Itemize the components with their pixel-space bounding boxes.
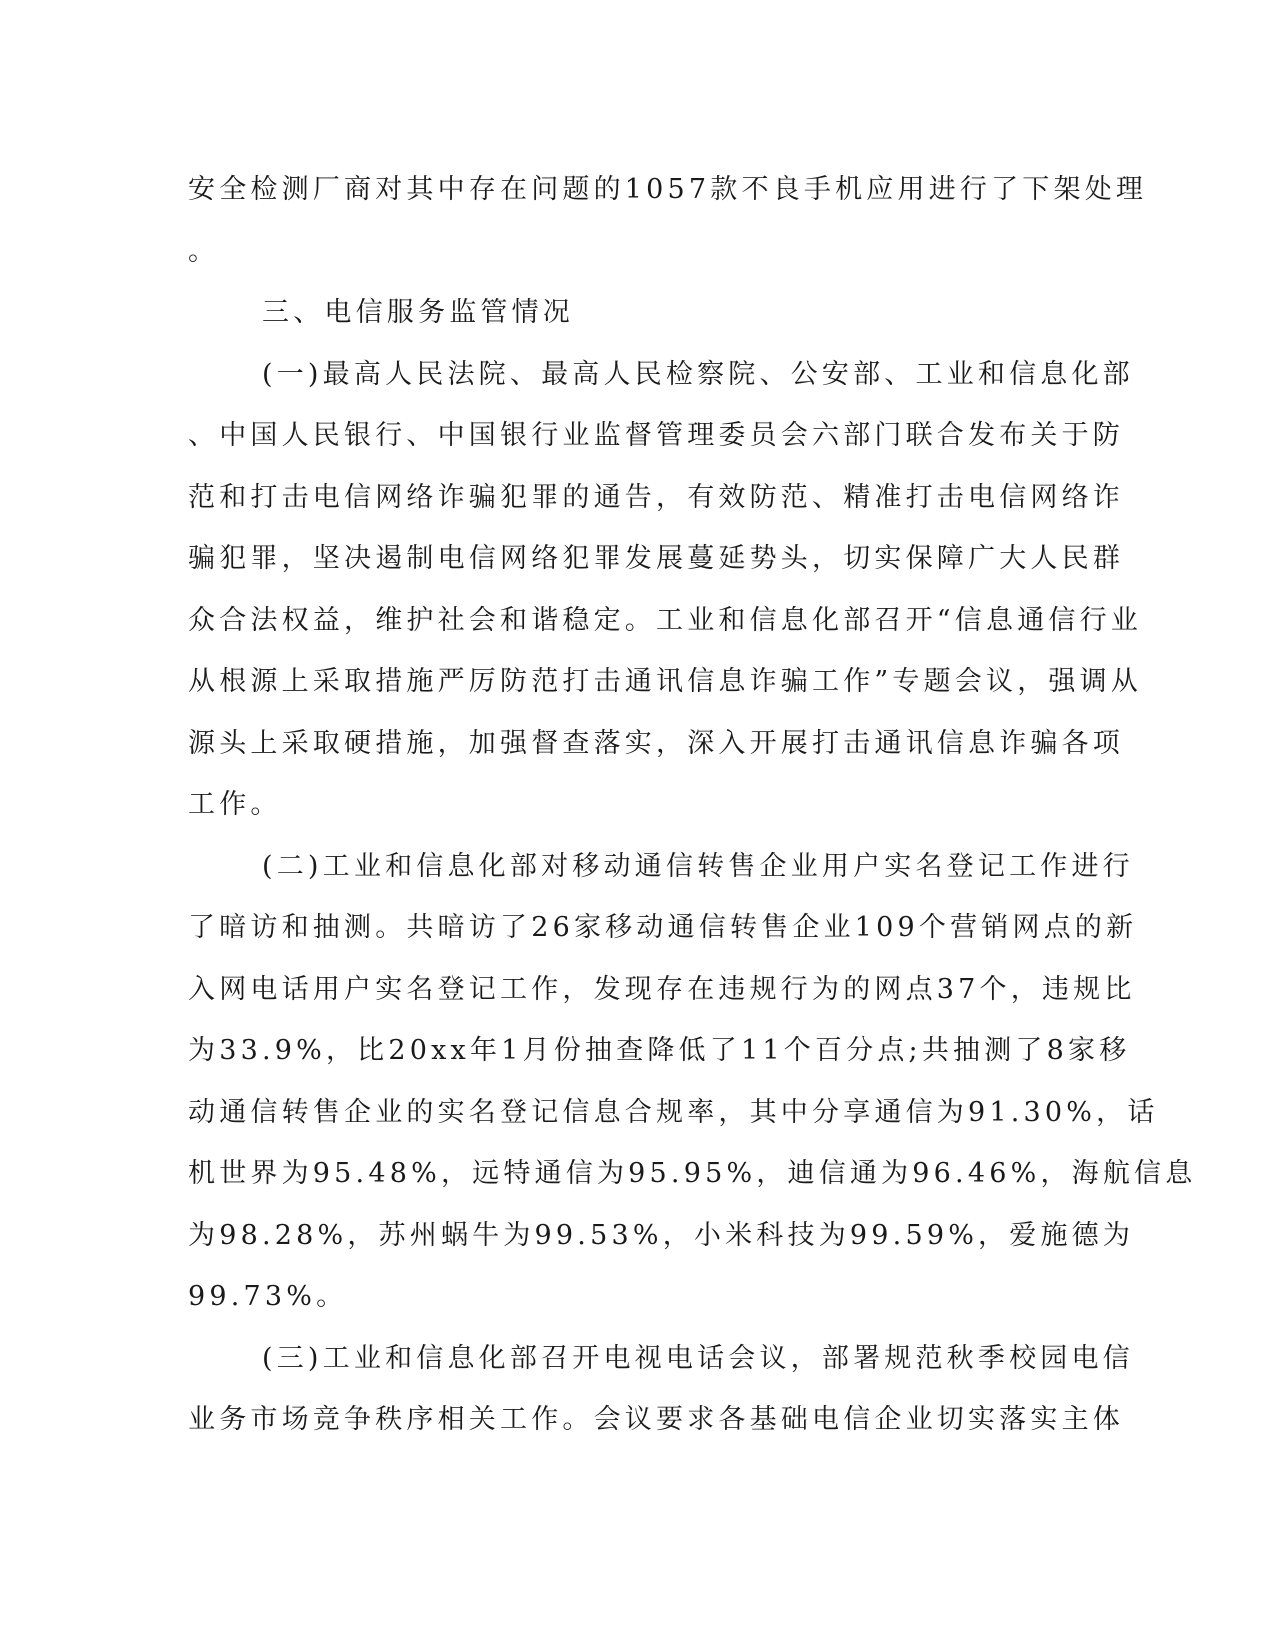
text-line: 入网电话用户实名登记工作，发现存在违规行为的网点37个，违规比 bbox=[188, 973, 1136, 1005]
text-line: 众合法权益，维护社会和谐稳定。工业和信息化部召开“信息通信行业 bbox=[188, 604, 1143, 636]
text-line: (一)最高人民法院、最高人民检察院、公安部、工业和信息化部 bbox=[262, 358, 1134, 390]
text-line: (三)工业和信息化部召开电视电话会议，部署规范秋季校园电信 bbox=[262, 1342, 1134, 1374]
text-line: 工作。 bbox=[188, 789, 282, 820]
text-line: 业务市场竞争秩序相关工作。会议要求各基础电信企业切实落实主体 bbox=[188, 1404, 1124, 1435]
text-line: 动通信转售企业的实名登记信息合规率，其中分享通信为91.30%，话 bbox=[188, 1096, 1159, 1128]
document-body bbox=[188, 159, 1197, 1451]
section-heading: 三、电信服务监管情况 bbox=[262, 297, 574, 328]
text-line: 范和打击电信网络诈骗犯罪的通告，有效防范、精准打击电信网络诈 bbox=[188, 481, 1124, 513]
text-line: 机世界为95.48%，远特通信为95.95%，迪信通为96.46%，海航信息 bbox=[188, 1158, 1197, 1189]
text-line: 骗犯罪，坚决遏制电信网络犯罪发展蔓延势头，切实保障广大人民群 bbox=[188, 543, 1124, 574]
text-line: 。 bbox=[188, 235, 220, 267]
text-line: 99.73%。 bbox=[188, 1281, 348, 1312]
text-line: 从根源上采取措施严厉防范打击通讯信息诈骗工作”专题会议，强调从 bbox=[188, 666, 1143, 697]
text-line: (二)工业和信息化部对移动通信转售企业用户实名登记工作进行 bbox=[262, 850, 1134, 882]
text-line: 安全检测厂商对其中存在问题的1057款不良手机应用进行了下架处理 bbox=[188, 174, 1148, 205]
text-line: 为33.9%，比20xx年1月份抽查降低了11个百分点;共抽测了8家移 bbox=[188, 1035, 1131, 1066]
text-line: 、中国人民银行、中国银行业监督管理委员会六部门联合发布关于防 bbox=[188, 420, 1124, 451]
text-line: 为98.28%，苏州蜗牛为99.53%，小米科技为99.59%，爱施德为 bbox=[188, 1219, 1135, 1251]
text-line: 了暗访和抽测。共暗访了26家移动通信转售企业109个营销网点的新 bbox=[188, 912, 1138, 943]
text-line: 源头上采取硬措施，加强督查落实，深入开展打击通讯信息诈骗各项 bbox=[188, 727, 1124, 759]
